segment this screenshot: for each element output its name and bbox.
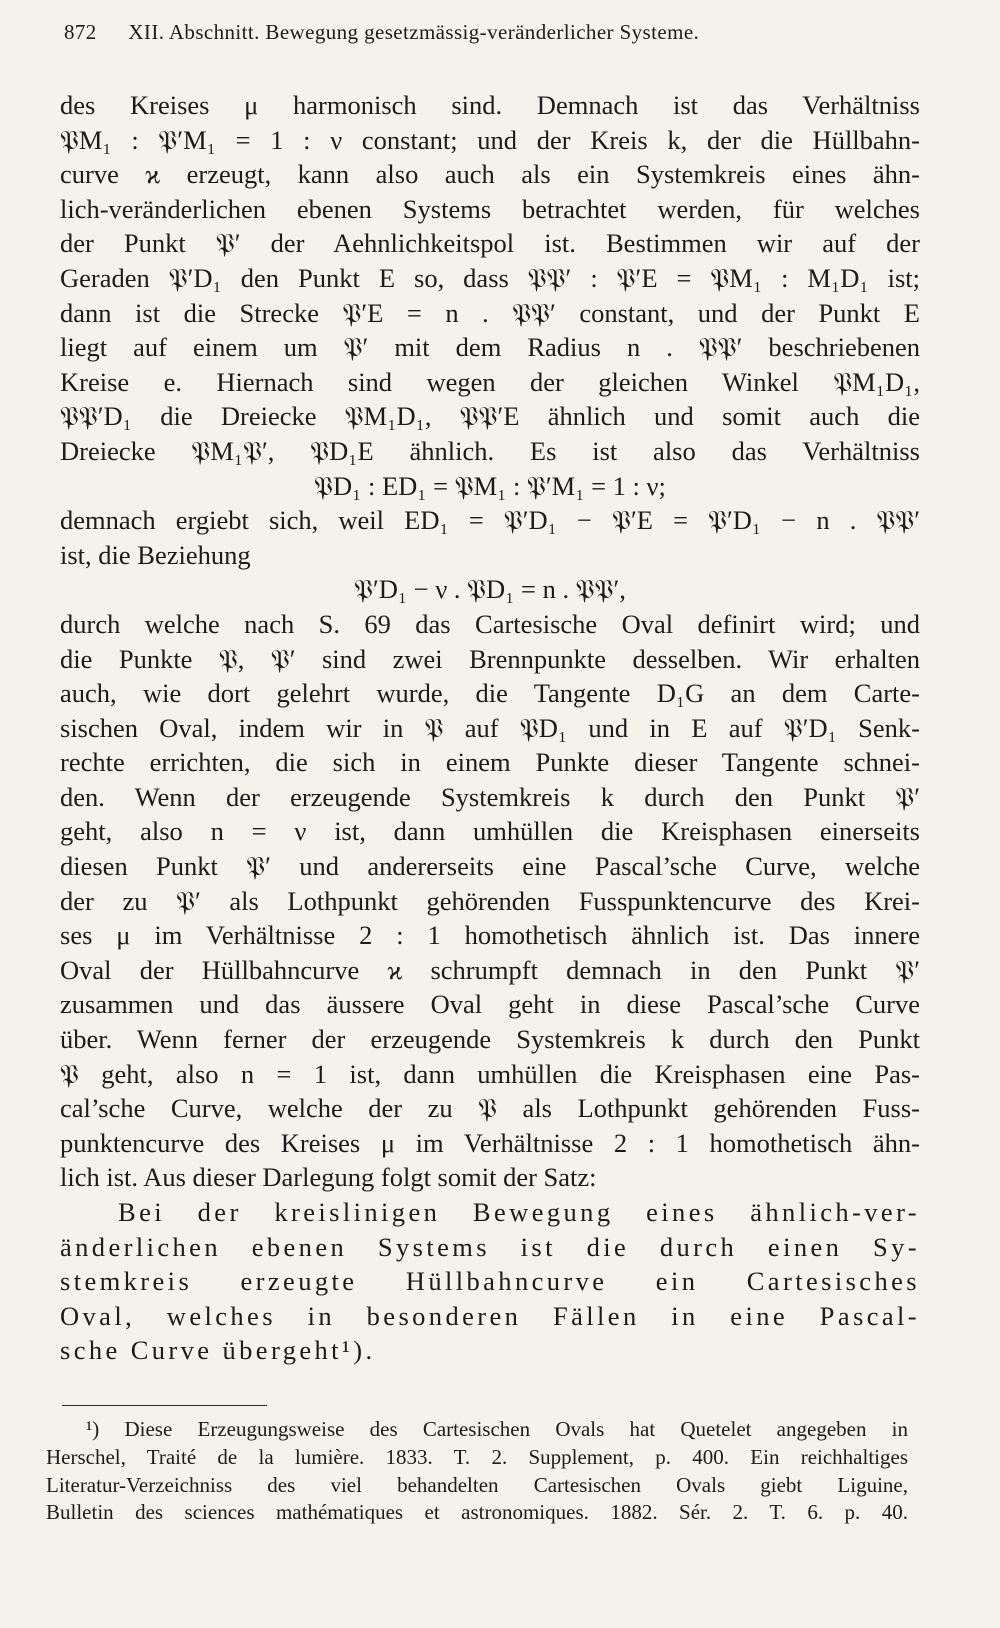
text-line: Geraden 𝔓′D₁ den Punkt E so, dass 𝔓𝔓′ : 𝔓′E = 𝔓M₁ : M₁D₁ ist; xyxy=(60,262,920,293)
footnote-line: Literatur-Verzeichniss des viel behandelten Cartesischen Ovals giebt Liguine, xyxy=(46,1472,908,1497)
text-line: lich ist. Aus dieser Darlegung folgt somit der Satz: xyxy=(60,1162,597,1193)
footnote xyxy=(46,1416,908,1527)
running-title: XII. Abschnitt. Bewegung gesetzmässig-veränderlicher Systeme. xyxy=(128,20,700,44)
text-line: ist, die Beziehung xyxy=(60,539,251,570)
text-line: cal’sche Curve, welche der zu 𝔓 als Lothpunkt gehörenden Fuss- xyxy=(60,1093,920,1124)
text-line: Dreiecke 𝔓M₁𝔓′, 𝔓D₁E ähnlich. Es ist also das Verhältniss xyxy=(60,435,920,466)
text-line: rechte errichten, die sich in einem Punkte dieser Tangente schnei- xyxy=(60,747,920,778)
text-line: der Punkt 𝔓′ der Aehnlichkeitspol ist. Bestimmen wir auf der xyxy=(60,228,920,259)
theorem-line: Oval, welches in besonderen Fällen in eine Pascal- xyxy=(60,1300,920,1331)
text-line: der zu 𝔓′ als Lothpunkt gehörenden Fusspunktencurve des Krei- xyxy=(60,885,920,916)
text-line: 𝔓𝔓′D₁ die Dreiecke 𝔓M₁D₁, 𝔓𝔓′E ähnlich und somit auch die xyxy=(60,401,920,432)
text-line: durch welche nach S. 69 das Cartesische Oval definirt wird; und xyxy=(60,608,920,639)
text-line: lich-veränderlichen ebenen Systems betrachtet werden, für welches xyxy=(60,193,920,224)
text-line: geht, also n = ν ist, dann umhüllen die Kreisphasen einerseits xyxy=(60,816,920,847)
text-line: punktencurve des Kreises μ im Verhältnisse 2 : 1 homothetisch ähn- xyxy=(60,1127,920,1158)
text-line: dann ist die Strecke 𝔓′E = n . 𝔓𝔓′ constant, und der Punkt E xyxy=(60,297,920,328)
text-line: diesen Punkt 𝔓′ und andererseits eine Pascal’sche Curve, welche xyxy=(60,851,920,882)
text-line: 𝔓M₁ : 𝔓′M₁ = 1 : ν constant; und der Kreis k, der die Hüllbahn- xyxy=(60,124,920,155)
theorem-line: sche Curve übergeht¹). xyxy=(60,1335,376,1366)
footnote-line: ¹) Diese Erzeugungsweise des Cartesischen Ovals hat Quetelet angegeben in xyxy=(86,1417,908,1441)
equation-line: 𝔓D₁ : ED₁ = 𝔓M₁ : 𝔓′M₁ = 1 : ν; xyxy=(314,470,666,501)
footnote-line: Bulletin des sciences mathématiques et astronomiques. 1882. Sér. 2. T. 6. p. 40. xyxy=(46,1500,908,1525)
running-header xyxy=(64,20,920,45)
theorem-line: stemkreis erzeugte Hüllbahncurve ein Cartesisches xyxy=(60,1266,920,1297)
text-line: zusammen und das äussere Oval geht in diese Pascal’sche Curve xyxy=(60,989,920,1020)
text-line: curve ϰ erzeugt, kann also auch als ein Systemkreis eines ähn- xyxy=(60,159,920,190)
body-text xyxy=(60,88,920,1368)
text-line: über. Wenn ferner der erzeugende Systemkreis k durch den Punkt xyxy=(60,1024,920,1055)
text-line: liegt auf einem um 𝔓′ mit dem Radius n . 𝔓𝔓′ beschriebenen xyxy=(60,332,920,363)
equation-line: 𝔓′D₁ − ν . 𝔓D₁ = n . 𝔓𝔓′, xyxy=(354,574,626,605)
footnote-divider xyxy=(62,1405,267,1406)
text-line: den. Wenn der erzeugende Systemkreis k durch den Punkt 𝔓′ xyxy=(60,781,920,812)
text-line: demnach ergiebt sich, weil ED₁ = 𝔓′D₁ − 𝔓′E = 𝔓′D₁ − n . 𝔓𝔓′ xyxy=(60,505,920,536)
page-number: 872 xyxy=(64,20,97,44)
theorem-line: änderlichen ebenen Systems ist die durch einen Sy- xyxy=(60,1231,920,1262)
text-line: sischen Oval, indem wir in 𝔓 auf 𝔓D₁ und in E auf 𝔓′D₁ Senk- xyxy=(60,712,920,743)
text-line: Kreise e. Hiernach sind wegen der gleichen Winkel 𝔓M₁D₁, xyxy=(60,366,920,397)
text-line: ses μ im Verhältnisse 2 : 1 homothetisch ähnlich ist. Das innere xyxy=(60,920,920,951)
footnote-line: Herschel, Traité de la lumière. 1833. T. 2. Supplement, p. 400. Ein reichhaltiges xyxy=(46,1444,908,1469)
text-line: des Kreises μ harmonisch sind. Demnach ist das Verhältniss xyxy=(60,90,920,120)
text-line: 𝔓 geht, also n = 1 ist, dann umhüllen die Kreisphasen eine Pas- xyxy=(60,1058,920,1089)
text-line: auch, wie dort gelehrt wurde, die Tangente D₁G an dem Carte- xyxy=(60,678,920,709)
text-line: die Punkte 𝔓, 𝔓′ sind zwei Brennpunkte desselben. Wir erhalten xyxy=(60,643,920,674)
theorem-line: Bei der kreislinigen Bewegung eines ähnlich-ver- xyxy=(118,1197,920,1227)
text-line: Oval der Hüllbahncurve ϰ schrumpft demnach in den Punkt 𝔓′ xyxy=(60,954,920,985)
